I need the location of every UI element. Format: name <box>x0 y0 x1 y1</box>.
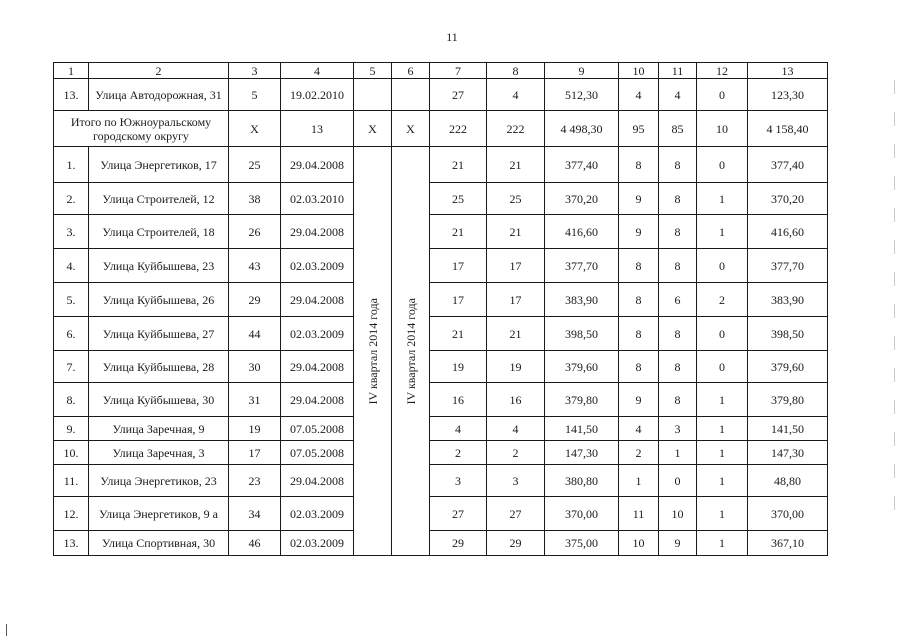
cell-c5 <box>354 79 392 111</box>
cell-c8: 19 <box>487 351 545 383</box>
cell-c9: 416,60 <box>545 215 619 249</box>
cell-c11: 1 <box>659 441 697 465</box>
cell-c13: 367,10 <box>748 531 828 556</box>
row-number: 3. <box>54 215 89 249</box>
cell-c8: 21 <box>487 317 545 351</box>
cell-c12: 0 <box>697 249 748 283</box>
total-c11: 85 <box>659 111 697 147</box>
row-number: 10. <box>54 441 89 465</box>
table-row <box>54 147 828 183</box>
cell-c4: 29.04.2008 <box>281 147 354 183</box>
cell-c7: 19 <box>430 351 487 383</box>
table-row <box>54 351 828 383</box>
table-row <box>54 441 828 465</box>
scan-margin-marks <box>893 80 897 520</box>
total-c8: 222 <box>487 111 545 147</box>
column-header: 8 <box>487 63 545 79</box>
cell-c4: 02.03.2009 <box>281 497 354 531</box>
cell-c9: 375,00 <box>545 531 619 556</box>
cell-c11: 8 <box>659 249 697 283</box>
table-row <box>54 531 828 556</box>
column-header: 7 <box>430 63 487 79</box>
cell-c8: 17 <box>487 283 545 317</box>
cell-c9: 147,30 <box>545 441 619 465</box>
cell-c3: 19 <box>229 417 281 441</box>
cell-c3: 30 <box>229 351 281 383</box>
cell-c7: 2 <box>430 441 487 465</box>
row-number: 13. <box>54 79 89 111</box>
cell-c13: 147,30 <box>748 441 828 465</box>
column-header: 3 <box>229 63 281 79</box>
cell-c12: 1 <box>697 441 748 465</box>
row-number: 9. <box>54 417 89 441</box>
cell-c8: 21 <box>487 215 545 249</box>
cell-c10: 10 <box>619 531 659 556</box>
cell-c4: 29.04.2008 <box>281 351 354 383</box>
cell-c11: 8 <box>659 215 697 249</box>
cell-c7: 27 <box>430 79 487 111</box>
cell-c4: 02.03.2009 <box>281 531 354 556</box>
cell-c7: 27 <box>430 497 487 531</box>
cell-c11: 0 <box>659 465 697 497</box>
table-row <box>54 465 828 497</box>
cell-c7: 3 <box>430 465 487 497</box>
cell-c8: 17 <box>487 249 545 283</box>
cell-c8: 3 <box>487 465 545 497</box>
cell-c10: 8 <box>619 147 659 183</box>
address-cell: Улица Строителей, 18 <box>89 215 229 249</box>
cell-c10: 8 <box>619 249 659 283</box>
cell-c8: 2 <box>487 441 545 465</box>
cell-c12: 1 <box>697 183 748 215</box>
scan-corner-mark <box>6 624 7 636</box>
cell-c9: 383,90 <box>545 283 619 317</box>
cell-c10: 8 <box>619 283 659 317</box>
total-c6: X <box>392 111 430 147</box>
cell-c10: 9 <box>619 215 659 249</box>
cell-c11: 8 <box>659 183 697 215</box>
cell-c11: 4 <box>659 79 697 111</box>
cell-c9: 379,80 <box>545 383 619 417</box>
cell-c7: 16 <box>430 383 487 417</box>
column-number-row <box>54 63 828 79</box>
cell-c13: 123,30 <box>748 79 828 111</box>
address-cell: Улица Куйбышева, 23 <box>89 249 229 283</box>
row-number: 8. <box>54 383 89 417</box>
cell-c7: 21 <box>430 147 487 183</box>
row-number: 5. <box>54 283 89 317</box>
cell-c4: 29.04.2008 <box>281 215 354 249</box>
cell-c4: 07.05.2008 <box>281 417 354 441</box>
cell-c3: 44 <box>229 317 281 351</box>
cell-c9: 380,80 <box>545 465 619 497</box>
cell-c8: 25 <box>487 183 545 215</box>
cell-c4: 29.04.2008 <box>281 465 354 497</box>
vertical-period-label: IV квартал 2014 года <box>365 297 380 405</box>
cell-c13: 383,90 <box>748 283 828 317</box>
cell-c13: 141,50 <box>748 417 828 441</box>
cell-c12: 1 <box>697 417 748 441</box>
total-c3: X <box>229 111 281 147</box>
row-number: 4. <box>54 249 89 283</box>
address-cell: Улица Строителей, 12 <box>89 183 229 215</box>
cell-c11: 8 <box>659 351 697 383</box>
cell-c12: 0 <box>697 351 748 383</box>
cell-c3: 43 <box>229 249 281 283</box>
cell-c7: 21 <box>430 215 487 249</box>
cell-c3: 26 <box>229 215 281 249</box>
row-number: 2. <box>54 183 89 215</box>
cell-c11: 9 <box>659 531 697 556</box>
address-cell: Улица Спортивная, 30 <box>89 531 229 556</box>
cell-c13: 370,20 <box>748 183 828 215</box>
column-header: 9 <box>545 63 619 79</box>
cell-c12: 1 <box>697 465 748 497</box>
cell-c8: 29 <box>487 531 545 556</box>
total-c5: X <box>354 111 392 147</box>
total-row <box>54 111 828 147</box>
cell-c12: 0 <box>697 79 748 111</box>
cell-c10: 2 <box>619 441 659 465</box>
table-row-top <box>54 79 828 111</box>
cell-c8: 4 <box>487 79 545 111</box>
cell-c13: 398,50 <box>748 317 828 351</box>
address-cell: Улица Куйбышева, 30 <box>89 383 229 417</box>
cell-c9: 377,40 <box>545 147 619 183</box>
period-cell-col5 <box>354 147 392 556</box>
cell-c7: 25 <box>430 183 487 215</box>
row-number: 7. <box>54 351 89 383</box>
total-label: Итого по Южноуральскому городскому округу <box>54 111 229 147</box>
cell-c6 <box>392 79 430 111</box>
column-header: 6 <box>392 63 430 79</box>
column-header: 11 <box>659 63 697 79</box>
cell-c3: 23 <box>229 465 281 497</box>
address-cell: Улица Куйбышева, 27 <box>89 317 229 351</box>
cell-c9: 377,70 <box>545 249 619 283</box>
cell-c12: 0 <box>697 147 748 183</box>
table-row <box>54 183 828 215</box>
address-cell: Улица Заречная, 9 <box>89 417 229 441</box>
cell-c12: 0 <box>697 317 748 351</box>
address-cell: Улица Энергетиков, 17 <box>89 147 229 183</box>
cell-c9: 398,50 <box>545 317 619 351</box>
cell-c10: 9 <box>619 183 659 215</box>
table-row <box>54 497 828 531</box>
cell-c11: 8 <box>659 317 697 351</box>
table-row <box>54 417 828 441</box>
cell-c12: 2 <box>697 283 748 317</box>
cell-c13: 370,00 <box>748 497 828 531</box>
column-header: 1 <box>54 63 89 79</box>
table-row <box>54 383 828 417</box>
cell-c11: 3 <box>659 417 697 441</box>
table-row <box>54 317 828 351</box>
row-number: 1. <box>54 147 89 183</box>
column-header: 4 <box>281 63 354 79</box>
cell-c12: 1 <box>697 497 748 531</box>
cell-c8: 16 <box>487 383 545 417</box>
cell-c8: 4 <box>487 417 545 441</box>
column-header: 5 <box>354 63 392 79</box>
column-header: 10 <box>619 63 659 79</box>
cell-c8: 27 <box>487 497 545 531</box>
cell-c4: 19.02.2010 <box>281 79 354 111</box>
cell-c9: 141,50 <box>545 417 619 441</box>
cell-c7: 17 <box>430 283 487 317</box>
row-number: 13. <box>54 531 89 556</box>
cell-c3: 34 <box>229 497 281 531</box>
cell-c7: 29 <box>430 531 487 556</box>
cell-c3: 46 <box>229 531 281 556</box>
cell-c13: 48,80 <box>748 465 828 497</box>
cell-c4: 02.03.2010 <box>281 183 354 215</box>
cell-c13: 416,60 <box>748 215 828 249</box>
cell-c7: 21 <box>430 317 487 351</box>
row-number: 11. <box>54 465 89 497</box>
cell-c12: 1 <box>697 531 748 556</box>
cell-c3: 29 <box>229 283 281 317</box>
period-cell-col6 <box>392 147 430 556</box>
address-cell: Улица Заречная, 3 <box>89 441 229 465</box>
cell-c10: 4 <box>619 417 659 441</box>
column-header: 13 <box>748 63 828 79</box>
page-number: 11 <box>446 30 458 44</box>
cell-c4: 02.03.2009 <box>281 317 354 351</box>
address-cell: Улица Автодорожная, 31 <box>89 79 229 111</box>
cell-c12: 1 <box>697 215 748 249</box>
total-c4: 13 <box>281 111 354 147</box>
cell-c3: 17 <box>229 441 281 465</box>
cell-c13: 379,80 <box>748 383 828 417</box>
cell-c13: 377,40 <box>748 147 828 183</box>
row-number: 6. <box>54 317 89 351</box>
cell-c9: 379,60 <box>545 351 619 383</box>
cell-c10: 11 <box>619 497 659 531</box>
cell-c9: 370,00 <box>545 497 619 531</box>
cell-c7: 4 <box>430 417 487 441</box>
vertical-period-label: IV квартал 2014 года <box>403 297 418 405</box>
total-c12: 10 <box>697 111 748 147</box>
address-cell: Улица Энергетиков, 23 <box>89 465 229 497</box>
cell-c3: 25 <box>229 147 281 183</box>
cell-c4: 29.04.2008 <box>281 383 354 417</box>
total-c7: 222 <box>430 111 487 147</box>
cell-c13: 377,70 <box>748 249 828 283</box>
cell-c8: 21 <box>487 147 545 183</box>
housing-register-table <box>53 62 828 556</box>
cell-c4: 29.04.2008 <box>281 283 354 317</box>
table-row <box>54 215 828 249</box>
table-body <box>54 63 828 556</box>
cell-c7: 17 <box>430 249 487 283</box>
cell-c10: 1 <box>619 465 659 497</box>
address-cell: Улица Энергетиков, 9 а <box>89 497 229 531</box>
cell-c13: 379,60 <box>748 351 828 383</box>
total-c13: 4 158,40 <box>748 111 828 147</box>
cell-c11: 6 <box>659 283 697 317</box>
total-c10: 95 <box>619 111 659 147</box>
cell-c4: 07.05.2008 <box>281 441 354 465</box>
column-header: 12 <box>697 63 748 79</box>
total-c9: 4 498,30 <box>545 111 619 147</box>
table-row <box>54 283 828 317</box>
cell-c10: 4 <box>619 79 659 111</box>
cell-c11: 10 <box>659 497 697 531</box>
cell-c3: 38 <box>229 183 281 215</box>
cell-c11: 8 <box>659 383 697 417</box>
cell-c10: 8 <box>619 317 659 351</box>
row-number: 12. <box>54 497 89 531</box>
table-row <box>54 249 828 283</box>
cell-c10: 9 <box>619 383 659 417</box>
cell-c3: 31 <box>229 383 281 417</box>
cell-c9: 512,30 <box>545 79 619 111</box>
column-header: 2 <box>89 63 229 79</box>
cell-c11: 8 <box>659 147 697 183</box>
cell-c9: 370,20 <box>545 183 619 215</box>
address-cell: Улица Куйбышева, 26 <box>89 283 229 317</box>
cell-c10: 8 <box>619 351 659 383</box>
address-cell: Улица Куйбышева, 28 <box>89 351 229 383</box>
cell-c4: 02.03.2009 <box>281 249 354 283</box>
cell-c12: 1 <box>697 383 748 417</box>
cell-c3: 5 <box>229 79 281 111</box>
